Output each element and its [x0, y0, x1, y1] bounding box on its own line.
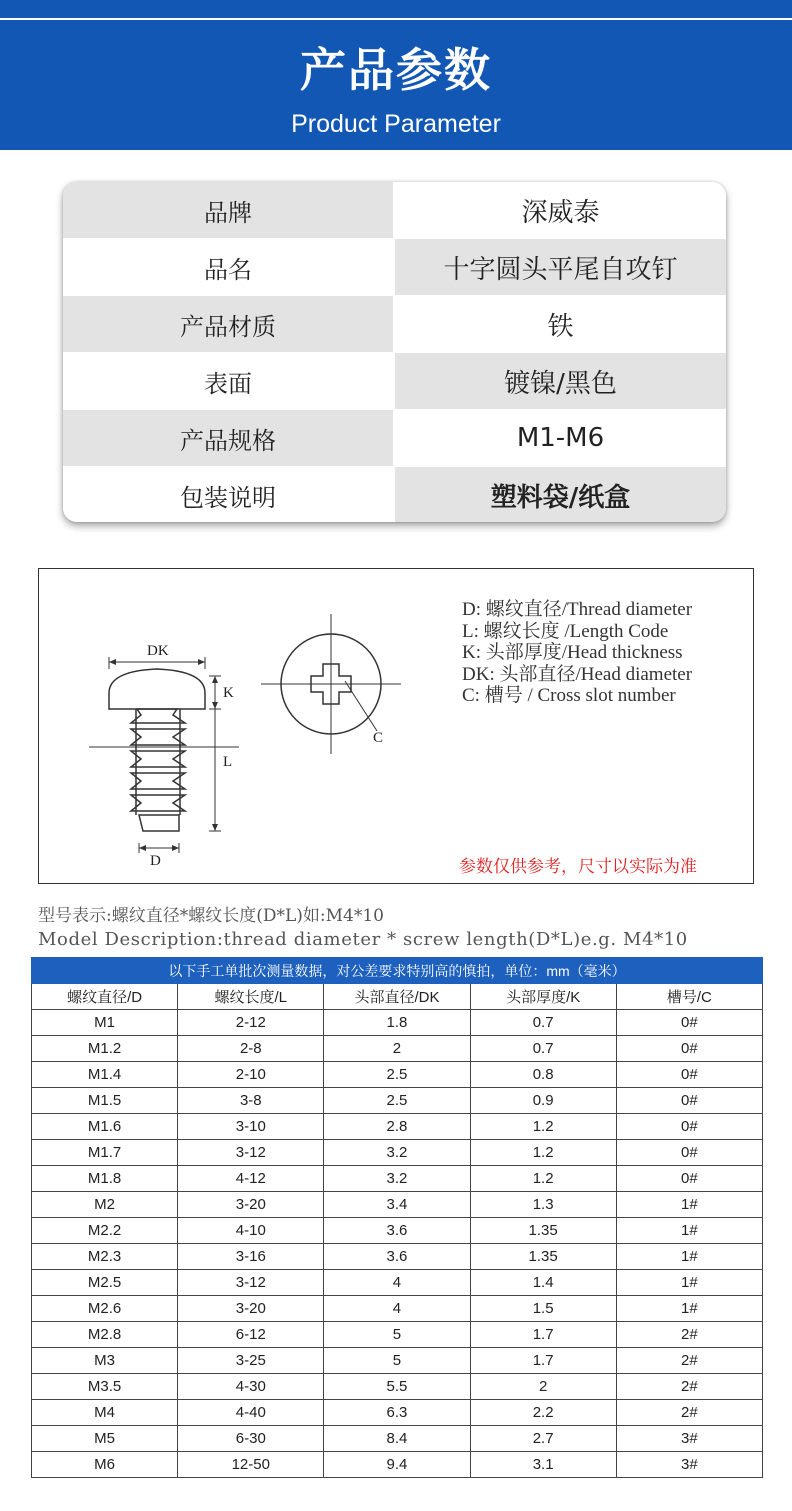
legend-item: K: 头部厚度/Head thickness [462, 642, 683, 663]
spec-table [31, 957, 763, 1478]
param-row-brand [63, 182, 726, 239]
table-cell: 1# [616, 1192, 762, 1218]
table-cell: M2 [32, 1192, 178, 1218]
table-row [32, 1088, 763, 1114]
table-cell: 0.9 [470, 1088, 616, 1114]
banner-top-line [0, 18, 792, 20]
table-row [32, 1348, 763, 1374]
param-value: 十字圆头平尾自攻钉 [395, 239, 726, 295]
table-row [32, 1036, 763, 1062]
table-row [32, 1166, 763, 1192]
table-cell: M3 [32, 1348, 178, 1374]
param-row-material [63, 296, 726, 353]
table-cell: 3-12 [178, 1270, 324, 1296]
param-row-spec [63, 410, 726, 467]
table-cell: 0.7 [470, 1010, 616, 1036]
table-cell: 2# [616, 1348, 762, 1374]
legend-item: C: 槽号 / Cross slot number [462, 685, 676, 706]
table-cell: 3# [616, 1452, 762, 1478]
table-cell: 1.2 [470, 1114, 616, 1140]
table-cell: 2# [616, 1322, 762, 1348]
table-row [32, 1192, 763, 1218]
table-header-row [32, 984, 763, 1010]
table-cell: 2.8 [324, 1114, 470, 1140]
table-cell: 3-8 [178, 1088, 324, 1114]
table-cell: 3.4 [324, 1192, 470, 1218]
param-value: 铁 [395, 296, 726, 352]
table-cell: 4 [324, 1296, 470, 1322]
table-cell: 0.7 [470, 1036, 616, 1062]
table-cell: 3-25 [178, 1348, 324, 1374]
table-cell: 6-12 [178, 1322, 324, 1348]
table-cell: 3.6 [324, 1244, 470, 1270]
table-cell: M2.6 [32, 1296, 178, 1322]
screw-head-shape [109, 669, 205, 709]
header-banner [0, 0, 792, 150]
reference-note: 参数仅供参考，尺寸以实际为准 [459, 857, 697, 877]
table-cell: 6-30 [178, 1426, 324, 1452]
table-cell: 4-10 [178, 1218, 324, 1244]
arrow-head [139, 845, 146, 851]
model-description-en: Model Description:thread diameter * screw length(D*L)e.g. M4*10 [38, 929, 688, 950]
arrow-head [172, 845, 179, 851]
table-cell: M1.6 [32, 1114, 178, 1140]
table-row [32, 1244, 763, 1270]
l-label: L [223, 754, 233, 770]
table-cell: 0.8 [470, 1062, 616, 1088]
table-cell: 1# [616, 1270, 762, 1296]
table-cell: 0# [616, 1062, 762, 1088]
table-cell: 12-50 [178, 1452, 324, 1478]
table-cell: 0# [616, 1036, 762, 1062]
table-cell: M4 [32, 1400, 178, 1426]
table-cell: 1.2 [470, 1140, 616, 1166]
param-value: 深威泰 [395, 182, 726, 238]
table-cell: 0# [616, 1114, 762, 1140]
param-label: 表面 [63, 353, 395, 409]
table-cell: 3.6 [324, 1218, 470, 1244]
legend-item: D: 螺纹直径/Thread diameter [462, 599, 693, 620]
page-title: 产品参数 [300, 43, 492, 97]
table-cell: 1.8 [324, 1010, 470, 1036]
table-cell: M1.8 [32, 1166, 178, 1192]
table-cell: 2.2 [470, 1400, 616, 1426]
column-header: 头部厚度/K [470, 984, 616, 1010]
table-cell: M1 [32, 1010, 178, 1036]
table-cell: 6.3 [324, 1400, 470, 1426]
screw-tip [139, 815, 179, 831]
table-cell: 1.35 [470, 1218, 616, 1244]
table-cell: 0# [616, 1140, 762, 1166]
table-cell: 3-20 [178, 1296, 324, 1322]
table-cell: 4 [324, 1270, 470, 1296]
d-label: D [150, 853, 161, 869]
table-cell: 5 [324, 1322, 470, 1348]
table-cell: M3.5 [32, 1374, 178, 1400]
table-cell: 2.7 [470, 1426, 616, 1452]
column-header: 槽号/C [616, 984, 762, 1010]
table-cell: M1.2 [32, 1036, 178, 1062]
table-cell: 1.7 [470, 1348, 616, 1374]
table-row [32, 1270, 763, 1296]
table-cell: M2.3 [32, 1244, 178, 1270]
thread-segment [131, 795, 185, 811]
arrow-head [198, 659, 205, 665]
arrow-head [109, 659, 116, 665]
thread-segment [131, 773, 185, 789]
table-cell: 2-12 [178, 1010, 324, 1036]
dimension-legend [462, 599, 692, 707]
table-cell: 1.35 [470, 1244, 616, 1270]
table-cell: 2-10 [178, 1062, 324, 1088]
table-cell: 0# [616, 1010, 762, 1036]
param-row-packaging [63, 467, 726, 522]
table-cell: M1.5 [32, 1088, 178, 1114]
table-cell: M2.8 [32, 1322, 178, 1348]
thread-segment [131, 709, 185, 723]
table-row [32, 1114, 763, 1140]
arrow-head [212, 676, 218, 683]
table-cell: 2.5 [324, 1062, 470, 1088]
arrow-head [212, 702, 218, 709]
table-cell: 1.4 [470, 1270, 616, 1296]
legend-item: L: 螺纹长度 /Length Code [462, 620, 669, 642]
param-label: 产品材质 [63, 296, 395, 352]
table-cell: 4-12 [178, 1166, 324, 1192]
table-cell: 9.4 [324, 1452, 470, 1478]
model-description-cn: 型号表示:螺纹直径*螺纹长度(D*L)如:M4*10 [38, 906, 384, 926]
table-row [32, 1140, 763, 1166]
table-row [32, 1062, 763, 1088]
table-cell: 3-16 [178, 1244, 324, 1270]
table-row [32, 1322, 763, 1348]
arrow-head [212, 824, 218, 831]
legend-item: DK: 头部直径/Head diameter [462, 663, 693, 685]
param-label: 品牌 [63, 182, 395, 238]
table-cell: M1.4 [32, 1062, 178, 1088]
dk-label: DK [147, 643, 169, 659]
thread-segment [131, 729, 185, 745]
param-value: 塑料袋/纸盒 [395, 467, 726, 522]
column-header: 螺纹直径/D [32, 984, 178, 1010]
table-cell: 2.5 [324, 1088, 470, 1114]
table-cell: 8.4 [324, 1426, 470, 1452]
table-caption: 以下手工单批次测量数据，对公差要求特别高的慎拍，单位：mm（毫米） [32, 958, 763, 984]
table-row [32, 1296, 763, 1322]
param-label: 产品规格 [63, 410, 395, 466]
table-cell: 1.2 [470, 1166, 616, 1192]
table-body [32, 1010, 763, 1478]
table-cell: M2.5 [32, 1270, 178, 1296]
table-cell: 1# [616, 1244, 762, 1270]
c-label: C [373, 730, 384, 746]
table-row [32, 1374, 763, 1400]
table-row [32, 1452, 763, 1478]
page-subtitle: Product Parameter [291, 110, 501, 138]
table-cell: 1# [616, 1296, 762, 1322]
model-description [38, 905, 688, 953]
table-cell: 3-12 [178, 1140, 324, 1166]
thread-segment [131, 751, 185, 767]
table-cell: 1.5 [470, 1296, 616, 1322]
table-cell: 5.5 [324, 1374, 470, 1400]
param-value: M1-M6 [395, 410, 726, 466]
column-header: 头部直径/DK [324, 984, 470, 1010]
table-cell: 2 [470, 1374, 616, 1400]
table-cell: 4-40 [178, 1400, 324, 1426]
table-cell: 2 [324, 1036, 470, 1062]
table-cell: 3-20 [178, 1192, 324, 1218]
param-label: 包装说明 [63, 467, 395, 522]
param-row-surface [63, 353, 726, 410]
param-label: 品名 [63, 239, 395, 295]
table-cell: 3-10 [178, 1114, 324, 1140]
product-parameter-table [63, 182, 726, 522]
table-cell: 2-8 [178, 1036, 324, 1062]
table-row [32, 1400, 763, 1426]
table-caption-row [32, 958, 763, 984]
k-label: K [223, 685, 234, 701]
param-value: 镀镍/黑色 [395, 353, 726, 409]
table-cell: 3.2 [324, 1166, 470, 1192]
dimension-diagram [38, 568, 754, 884]
table-cell: 2# [616, 1400, 762, 1426]
table-cell: 5 [324, 1348, 470, 1374]
table-cell: 2# [616, 1374, 762, 1400]
table-cell: 3.2 [324, 1140, 470, 1166]
table-cell: 4-30 [178, 1374, 324, 1400]
table-cell: 1# [616, 1218, 762, 1244]
table-cell: M6 [32, 1452, 178, 1478]
table-cell: 3# [616, 1426, 762, 1452]
table-row [32, 1426, 763, 1452]
table-row [32, 1218, 763, 1244]
table-cell: 1.7 [470, 1322, 616, 1348]
table-cell: M5 [32, 1426, 178, 1452]
table-cell: 1.3 [470, 1192, 616, 1218]
table-cell: 0# [616, 1088, 762, 1114]
param-row-name [63, 239, 726, 296]
column-header: 螺纹长度/L [178, 984, 324, 1010]
table-row [32, 1010, 763, 1036]
table-cell: 3.1 [470, 1452, 616, 1478]
table-cell: 0# [616, 1166, 762, 1192]
table-cell: M2.2 [32, 1218, 178, 1244]
table-cell: M1.7 [32, 1140, 178, 1166]
